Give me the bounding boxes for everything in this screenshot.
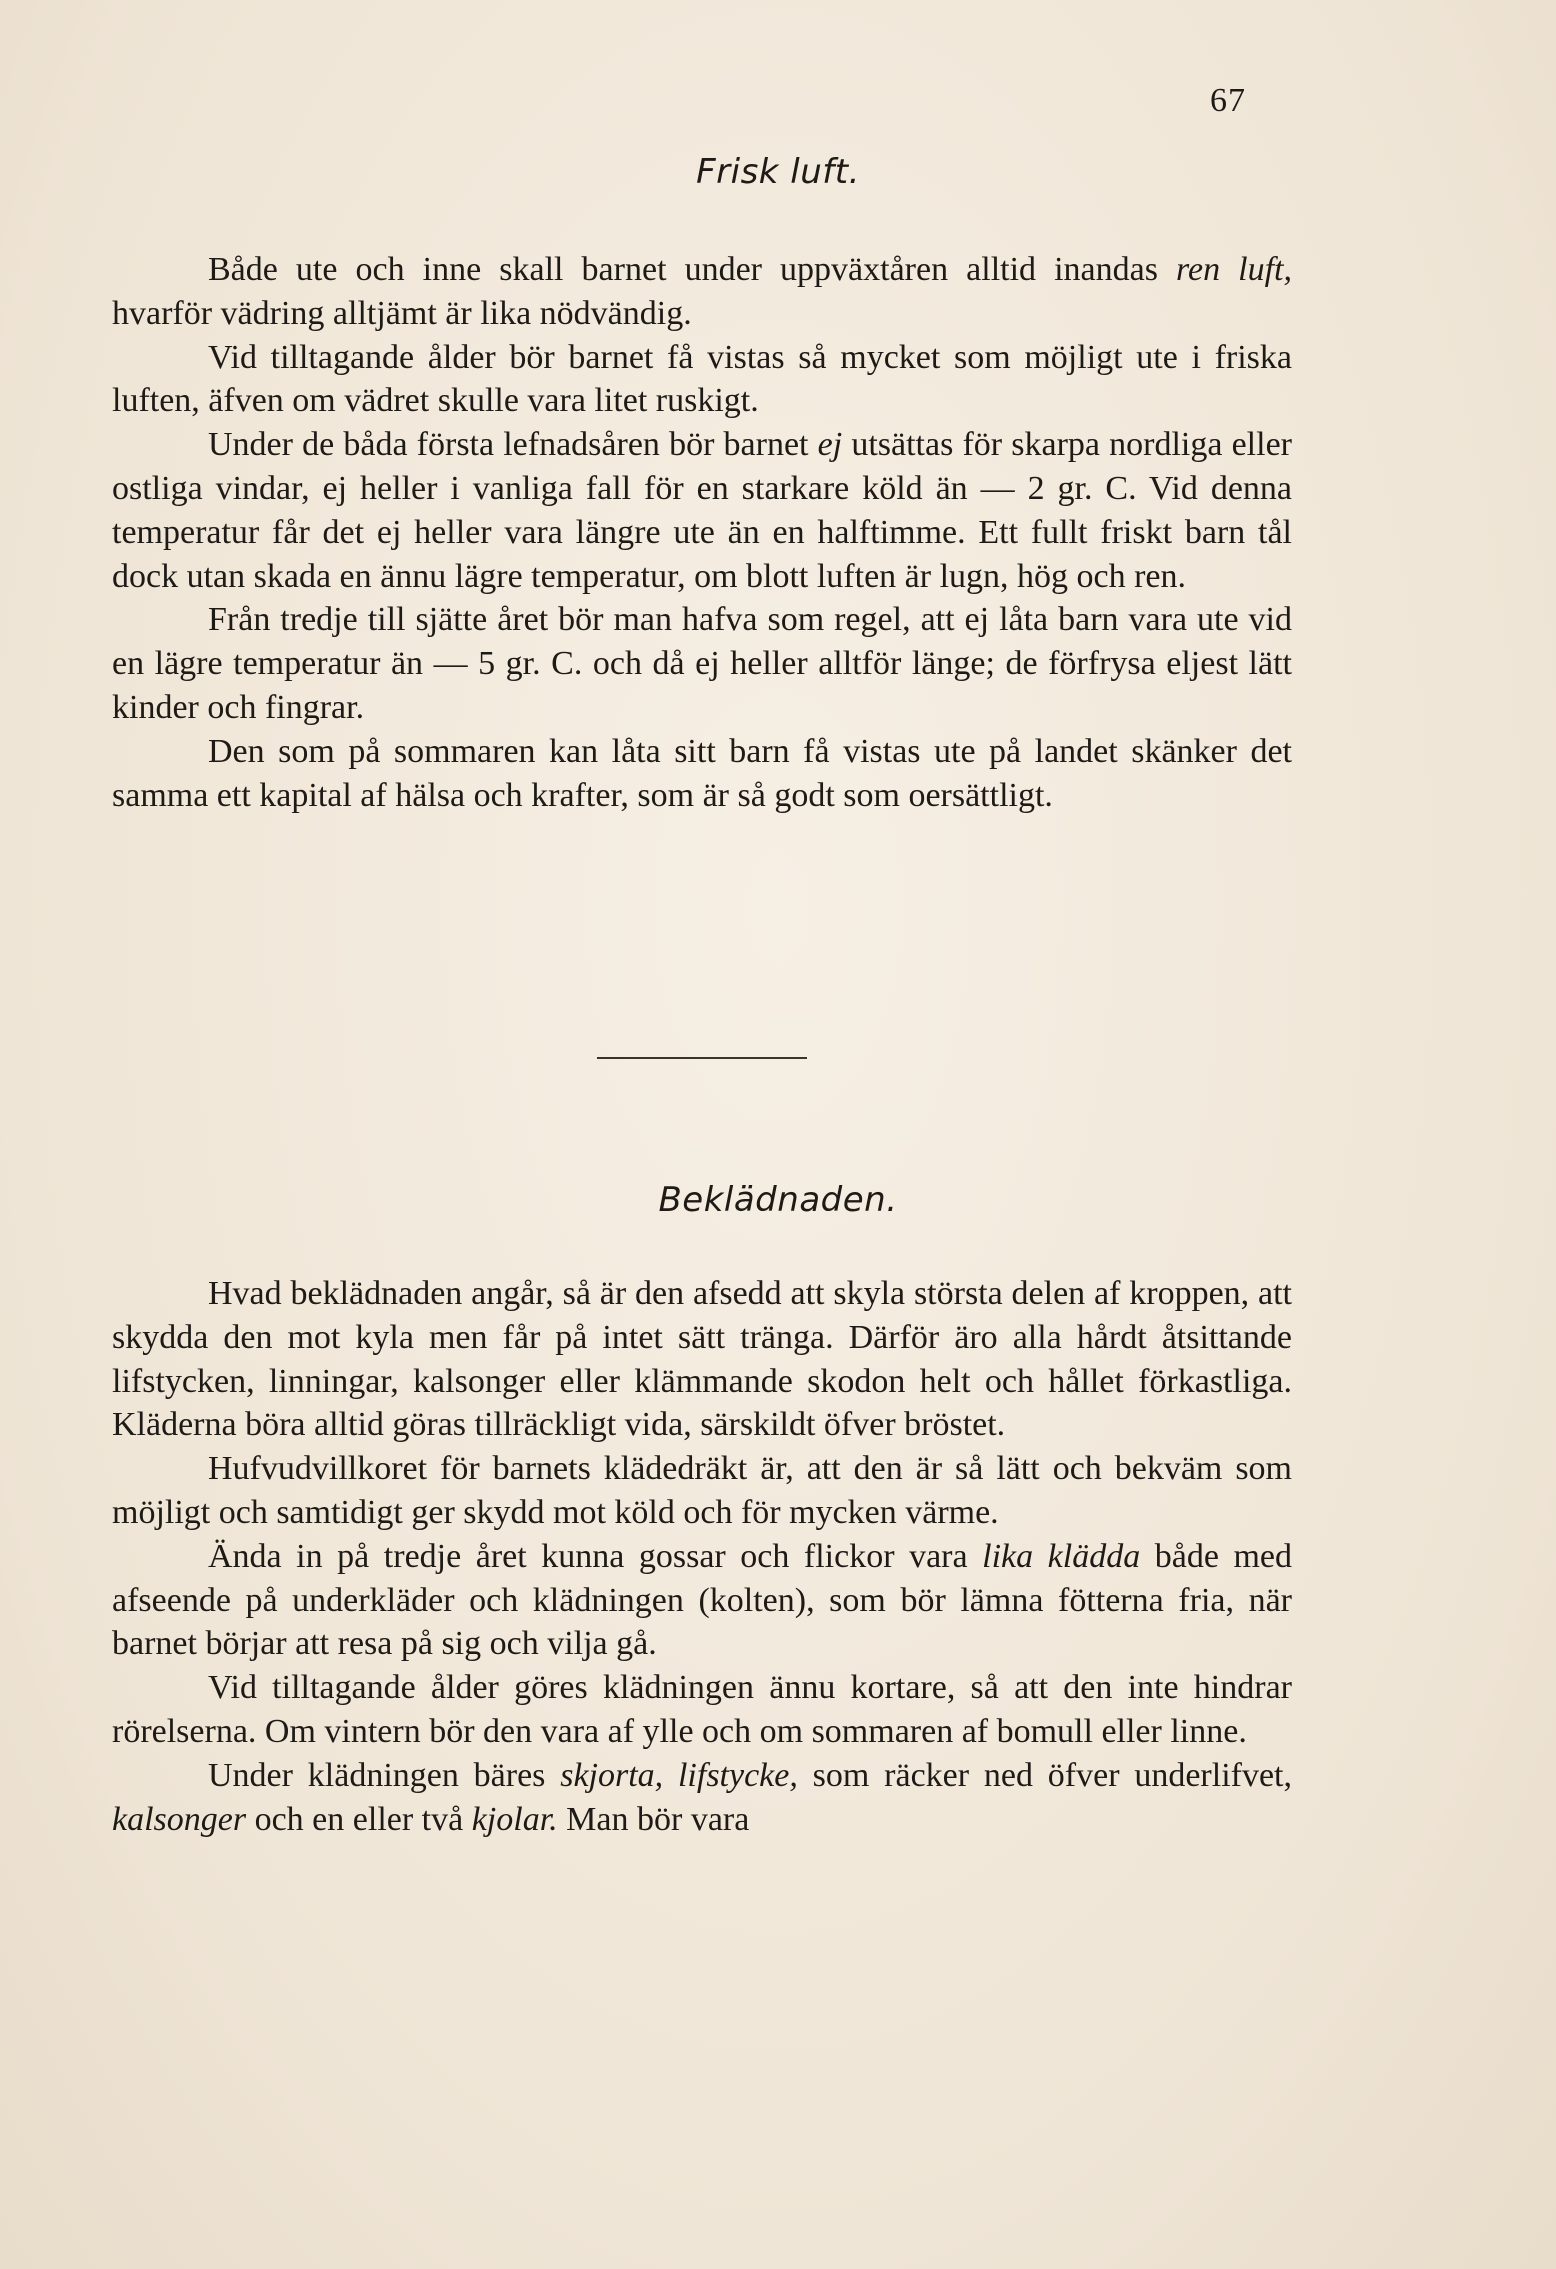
emphasis: ej bbox=[817, 426, 843, 464]
text-run: Under de båda första lefnadsåren bör barnet bbox=[208, 426, 818, 464]
emphasis: kalsonger bbox=[112, 1800, 247, 1838]
paragraph: Vid tilltagande ålder bör barnet få vistas så mycket som möjligt ute i friska luften, äfven om vädret skulle vara litet ruskigt. bbox=[112, 338, 1292, 420]
paragraph: Hvad beklädnaden angår, så är den afsedd att skyla största delen af kroppen, att skydda den mot kyla men får på intet sätt tränga. Därför äro alla hårdt åtsittande lifstycken, linningar, kalsonger eller klämmande skodon helt och hållet förkastliga. Kläderna böra alltid göras tillräckligt vida, särskildt öfver bröstet. bbox=[112, 1275, 1292, 1444]
text-run: Under klädningen bäres bbox=[208, 1756, 561, 1794]
section-body-frisk-luft bbox=[112, 248, 1292, 817]
section-divider bbox=[597, 1057, 807, 1059]
paragraph bbox=[112, 248, 1292, 336]
text-run: Ända in på tredje året kunna gossar och flickor vara bbox=[208, 1537, 983, 1575]
emphasis: ren luft, bbox=[1176, 251, 1292, 288]
section-body-bekladnaden bbox=[112, 1272, 1292, 1841]
paragraph bbox=[112, 1535, 1292, 1666]
text-run: och en eller två bbox=[246, 1800, 472, 1838]
section-title-frisk-luft: Frisk luft. bbox=[696, 152, 860, 192]
paragraph bbox=[112, 423, 1292, 598]
text-run: Både ute och inne skall barnet under uppväxtåren alltid inandas bbox=[208, 251, 1177, 288]
section-title-bekladnaden: Beklädnaden. bbox=[658, 1180, 898, 1220]
emphasis: skjorta, lifstycke, bbox=[560, 1756, 798, 1794]
emphasis: lika klädda bbox=[982, 1537, 1141, 1575]
text-run: både med afseende på underkläder och klädningen (kolten), som bör lämna fötterna fria, när barnet börjar att resa på sig och vilja gå. bbox=[112, 1537, 1293, 1663]
text-run: hvarför vädring alltjämt är lika nödvändig. bbox=[112, 294, 692, 332]
paragraph: Vid tilltagande ålder göres klädningen ännu kortare, så att den inte hindrar rörelserna. Om vintern bör den vara af ylle och om sommaren af bomull eller linne. bbox=[112, 1669, 1292, 1750]
text-run: utsättas för skarpa nordliga eller ostliga vindar, ej heller i vanliga fall för en starkare köld än — 2 gr. C. Vid denna temperatur får det ej heller vara längre ute än en halftimme. Ett fullt friskt barn tål dock utan skada en ännu lägre temperatur, om blott luften är lugn, hög och ren. bbox=[112, 426, 1292, 595]
emphasis: kjolar. bbox=[471, 1800, 558, 1838]
text-run: som räcker ned öfver underlifvet, bbox=[797, 1756, 1292, 1794]
paragraph: Hufvudvillkoret för barnets klädedräkt är, att den är så lätt och bekväm som möjligt och samtidigt ger skydd mot köld och för mycken värme. bbox=[112, 1450, 1292, 1531]
paragraph bbox=[112, 1754, 1292, 1842]
paragraph: Den som på sommaren kan låta sitt barn få vistas ute på landet skänker det samma ett kapital af hälsa och krafter, som är så godt som oersättligt. bbox=[112, 732, 1292, 814]
paragraph: Från tredje till sjätte året bör man hafva som regel, att ej låta barn vara ute vid en lägre temperatur än — 5 gr. C. och då ej heller alltför länge; de förfrysa eljest lätt kinder och fingrar. bbox=[112, 601, 1292, 726]
text-run: Man bör vara bbox=[557, 1800, 750, 1838]
page-number: 67 bbox=[1210, 82, 1246, 119]
